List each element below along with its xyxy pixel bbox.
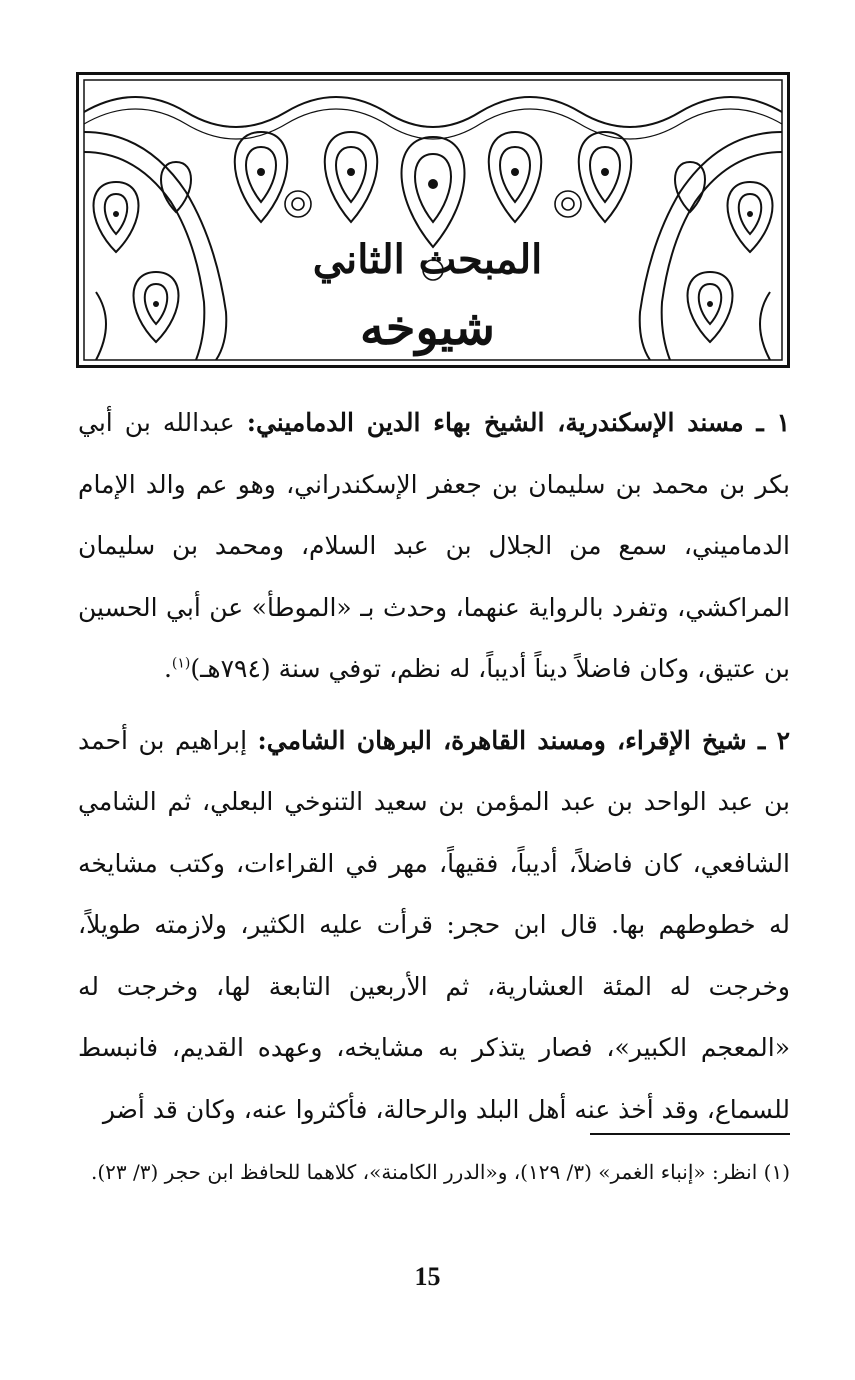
footnote: (١) انظر: «إنباء الغمر» (٣/ ١٢٩)، و«الدرر الكامنة»، كلاهما للحافظ ابن حجر (٣/ ٢٣). [91,1160,790,1184]
body-text [78,392,790,1150]
footnote-reference[interactable]: (١) [171,655,191,672]
section-subtitle: شيوخه [360,300,495,356]
entry-2-text: إبراهيم بن أحمد بن عبد الواحد بن عبد المؤمن بن سعيد التنوخي البعلي، ثم الشامي الشافعي، كان فاضلاً، أديباً، فقيهاً، مهر في القراءات، وكتب مشايخه له خطوطهم بها. قال ابن حجر: قرأت عليه الكثير، ولازمته طويلاً، وخرجت له المئة العشارية، ثم الأربعين التابعة لها، وخرجت له «المعجم الكبير»، فصار يتذكر به مشايخه، وعهده القديم، فانبسط للسماع، وقد أخذ عنه أهل البلد والرحالة، فأكثروا عنه، وكان قد أضر [78,725,790,1124]
entry-1-tail: . [163,654,172,683]
footnote-divider [590,1133,790,1135]
entry-1-heading: ١ ـ مسند الإسكندرية، الشيخ بهاء الدين الدماميني: [246,408,790,437]
page-number: 15 [414,1262,441,1291]
entry-1-text: عبدالله بن أبي بكر بن محمد بن سليمان بن جعفر الإسكندراني، وهو عم والد الإمام الدماميني، سمع من الجلال بن عبد السلام، ومحمد بن سليمان المراكشي، وتفرد بالرواية عنهما، وحدث بـ «الموطأ» عن أبي الحسين بن عتيق، وكان فاضلاً ديناً أديباً، له نظم، توفي سنة (٧٩٤هـ) [78,408,790,683]
entry-2 [78,710,790,1141]
entry-2-heading: ٢ ـ شيخ الإقراء، ومسند القاهرة، البرهان الشامي: [257,725,790,755]
section-title: المبحث الثاني [312,236,543,283]
entry-1 [78,392,790,700]
